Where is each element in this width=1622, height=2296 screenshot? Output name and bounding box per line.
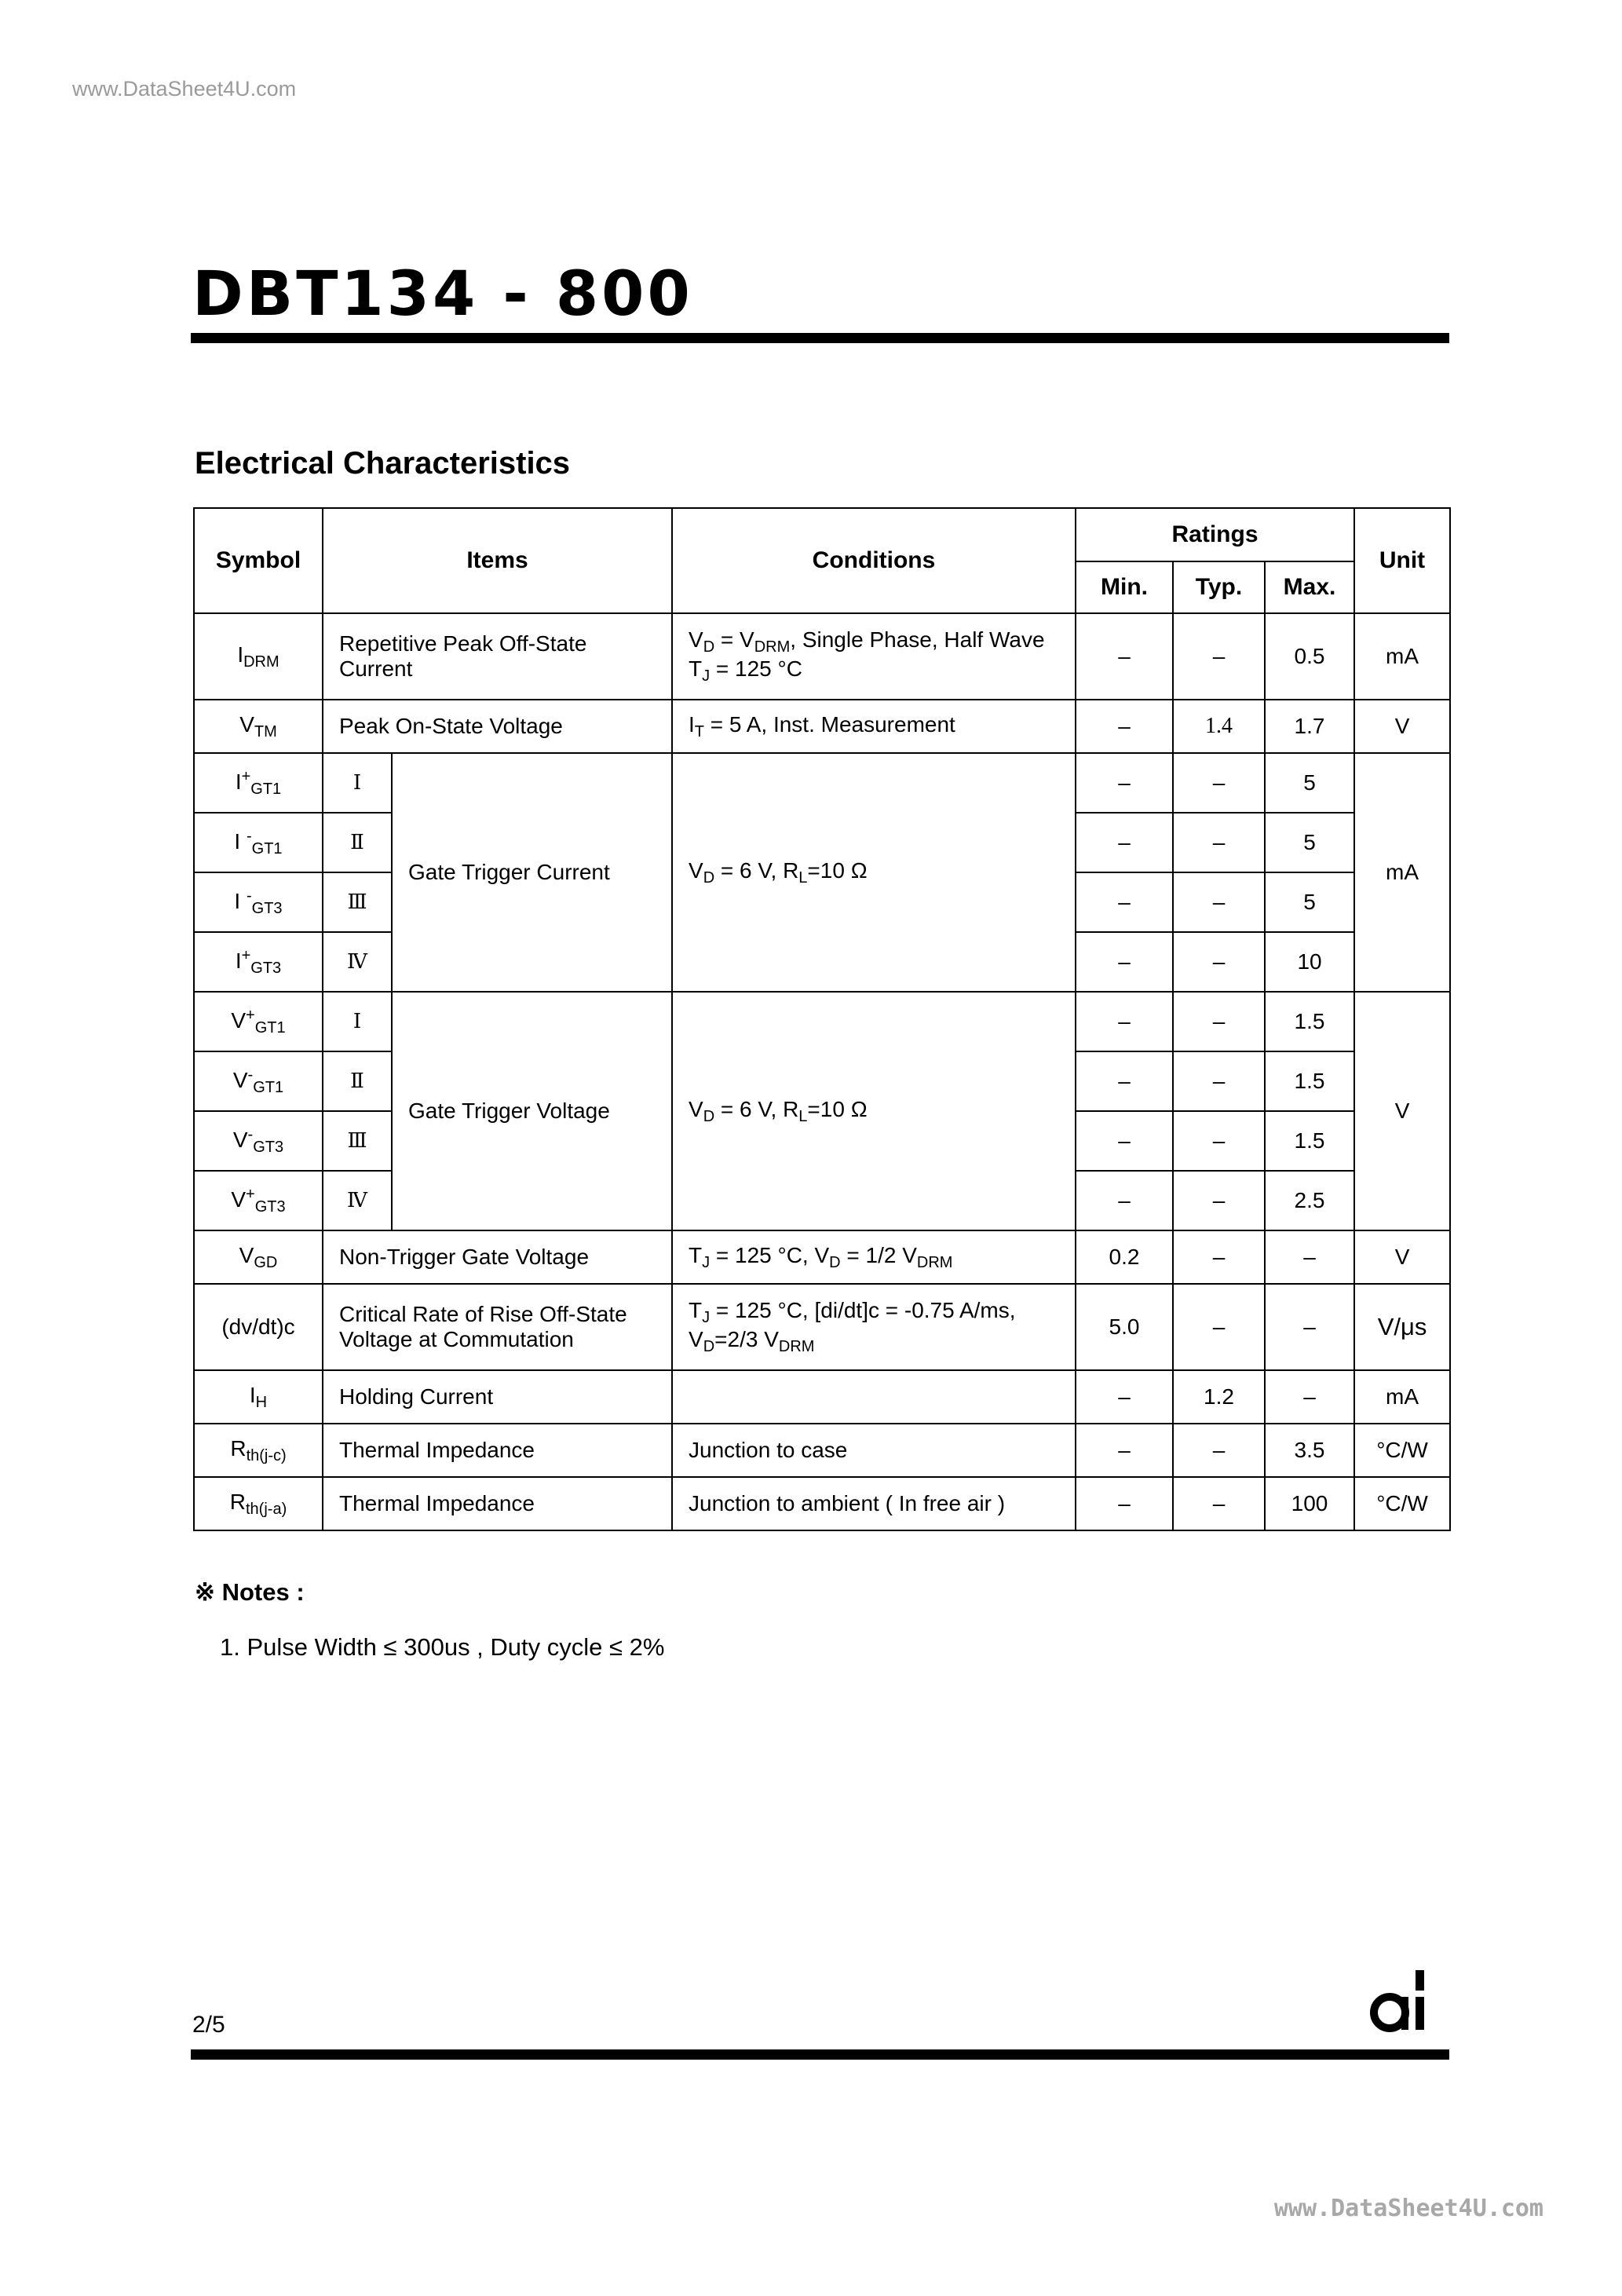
unit-cell: V/μs bbox=[1354, 1284, 1450, 1370]
symbol-cell: $V^+_{GT3}$ bbox=[194, 1171, 323, 1230]
quadrant-cell: Ⅳ bbox=[323, 1171, 392, 1230]
item-cell: Non-Trigger Gate Voltage bbox=[323, 1230, 672, 1284]
unit-cell: °C/W bbox=[1354, 1477, 1450, 1530]
header-min: Min. bbox=[1076, 561, 1173, 613]
company-logo-icon bbox=[1370, 1959, 1433, 2038]
min-cell: – bbox=[1076, 1424, 1173, 1477]
header-rule bbox=[191, 333, 1449, 343]
condition-cell: $I_T = 5$ A, Inst. Measurement bbox=[672, 700, 1076, 753]
min-cell: – bbox=[1076, 613, 1173, 700]
condition-cell bbox=[672, 1370, 1076, 1424]
header-items: Items bbox=[323, 508, 672, 613]
quadrant-cell: Ⅱ bbox=[323, 813, 392, 872]
symbol-cell: $I_{DRM}$ bbox=[194, 613, 323, 700]
condition-cell: $T_J = 125$ °C, $V_D = 1/2$ $V_{DRM}$ bbox=[672, 1230, 1076, 1284]
table-row-ih bbox=[194, 1370, 1450, 1424]
item-cell: Repetitive Peak Off-State Current bbox=[323, 613, 672, 700]
header-conditions: Conditions bbox=[672, 508, 1076, 613]
max-cell: 3.5 bbox=[1265, 1424, 1354, 1477]
symbol-cell: $V^-_{GT3}$ bbox=[194, 1111, 323, 1171]
watermark-bottom[interactable]: www.DataSheet4U.com bbox=[1273, 2195, 1543, 2222]
header-max: Max. bbox=[1265, 561, 1354, 613]
unit-cell: mA bbox=[1354, 753, 1450, 992]
min-cell: – bbox=[1076, 1111, 1173, 1171]
quadrant-cell: Ⅰ bbox=[323, 753, 392, 813]
symbol-cell: $V^-_{GT1}$ bbox=[194, 1051, 323, 1111]
max-cell: 1.5 bbox=[1265, 992, 1354, 1051]
header-typ: Typ. bbox=[1173, 561, 1265, 613]
table-row-idrm bbox=[194, 613, 1450, 700]
table-row-vgd bbox=[194, 1230, 1450, 1284]
min-cell: – bbox=[1076, 1171, 1173, 1230]
symbol-cell: $I_H$ bbox=[194, 1370, 323, 1424]
typ-cell: – bbox=[1173, 1051, 1265, 1111]
page-number: 2/5 bbox=[192, 2012, 225, 2038]
min-cell: 5.0 bbox=[1076, 1284, 1173, 1370]
item-cell: Critical Rate of Rise Off-State Voltage at Commutation bbox=[323, 1284, 672, 1370]
condition-cell: $V_D = 6$ V, $R_L=10$ Ω bbox=[672, 753, 1076, 992]
symbol-cell: $V^+_{GT1}$ bbox=[194, 992, 323, 1051]
header-symbol: Symbol bbox=[194, 508, 323, 613]
condition-cell: $V_D = 6$ V, $R_L=10$ Ω bbox=[672, 992, 1076, 1230]
typ-cell: – bbox=[1173, 1230, 1265, 1284]
header-unit: Unit bbox=[1354, 508, 1450, 613]
symbol-cell: $V_{GD}$ bbox=[194, 1230, 323, 1284]
max-cell: 1.5 bbox=[1265, 1111, 1354, 1171]
item-cell: Thermal Impedance bbox=[323, 1424, 672, 1477]
note-item: 1. Pulse Width ≤ 300us , Duty cycle ≤ 2% bbox=[220, 1633, 665, 1661]
unit-cell: mA bbox=[1354, 613, 1450, 700]
max-cell: 2.5 bbox=[1265, 1171, 1354, 1230]
min-cell: – bbox=[1076, 1051, 1173, 1111]
min-cell: – bbox=[1076, 932, 1173, 992]
typ-cell: – bbox=[1173, 1171, 1265, 1230]
min-cell: – bbox=[1076, 872, 1173, 932]
symbol-cell: $I^+_{GT3}$ bbox=[194, 932, 323, 992]
typ-cell: – bbox=[1173, 872, 1265, 932]
quadrant-cell: Ⅲ bbox=[323, 1111, 392, 1171]
symbol-cell: $V_{TM}$ bbox=[194, 700, 323, 753]
footer-rule bbox=[191, 2049, 1449, 2060]
unit-cell: V bbox=[1354, 700, 1450, 753]
typ-cell: 1.4 bbox=[1173, 700, 1265, 753]
symbol-cell: $R_{th(j-a)}$ bbox=[194, 1477, 323, 1530]
item-cell: Gate Trigger Voltage bbox=[392, 992, 672, 1230]
quadrant-cell: Ⅳ bbox=[323, 932, 392, 992]
max-cell: 5 bbox=[1265, 872, 1354, 932]
quadrant-cell: Ⅱ bbox=[323, 1051, 392, 1111]
quadrant-cell: Ⅲ bbox=[323, 872, 392, 932]
typ-cell: – bbox=[1173, 1424, 1265, 1477]
symbol-cell: I -$_{GT3}$ bbox=[194, 872, 323, 932]
max-cell: 1.7 bbox=[1265, 700, 1354, 753]
condition-cell: Junction to ambient ( In free air ) bbox=[672, 1477, 1076, 1530]
header-ratings: Ratings bbox=[1076, 508, 1354, 561]
electrical-characteristics-table bbox=[193, 507, 1451, 1531]
max-cell: 100 bbox=[1265, 1477, 1354, 1530]
symbol-cell: I -$_{GT1}$ bbox=[194, 813, 323, 872]
quadrant-cell: Ⅰ bbox=[323, 992, 392, 1051]
min-cell: – bbox=[1076, 1370, 1173, 1424]
typ-cell: – bbox=[1173, 753, 1265, 813]
max-cell: – bbox=[1265, 1284, 1354, 1370]
typ-cell: 1.2 bbox=[1173, 1370, 1265, 1424]
item-cell: Thermal Impedance bbox=[323, 1477, 672, 1530]
min-cell: – bbox=[1076, 753, 1173, 813]
min-cell: – bbox=[1076, 992, 1173, 1051]
condition-cell: Junction to case bbox=[672, 1424, 1076, 1477]
condition-cell: $V_D = V_{DRM}$, Single Phase, Half Wave $T_J = 125$ °C bbox=[672, 613, 1076, 700]
max-cell: 1.5 bbox=[1265, 1051, 1354, 1111]
table-row-igt bbox=[194, 753, 1450, 813]
min-cell: – bbox=[1076, 1477, 1173, 1530]
max-cell: – bbox=[1265, 1230, 1354, 1284]
table-row-vtm bbox=[194, 700, 1450, 753]
unit-cell: V bbox=[1354, 1230, 1450, 1284]
symbol-cell: $I^+_{GT1}$ bbox=[194, 753, 323, 813]
typ-cell: – bbox=[1173, 613, 1265, 700]
unit-cell: V bbox=[1354, 992, 1450, 1230]
table-row-rthjc bbox=[194, 1424, 1450, 1477]
item-cell: Peak On-State Voltage bbox=[323, 700, 672, 753]
max-cell: 10 bbox=[1265, 932, 1354, 992]
typ-cell: – bbox=[1173, 813, 1265, 872]
unit-cell: °C/W bbox=[1354, 1424, 1450, 1477]
notes-title: ※ Notes : bbox=[195, 1578, 305, 1606]
part-number-title: DBT134 - 800 bbox=[192, 259, 693, 330]
watermark-top[interactable]: www.DataSheet4U.com bbox=[72, 77, 297, 101]
symbol-cell: $R_{th(j-c)}$ bbox=[194, 1424, 323, 1477]
table-row-dvdt bbox=[194, 1284, 1450, 1370]
max-cell: 0.5 bbox=[1265, 613, 1354, 700]
min-cell: 0.2 bbox=[1076, 1230, 1173, 1284]
typ-cell: – bbox=[1173, 1284, 1265, 1370]
typ-cell: – bbox=[1173, 932, 1265, 992]
typ-cell: – bbox=[1173, 992, 1265, 1051]
max-cell: – bbox=[1265, 1370, 1354, 1424]
table-row-vgt bbox=[194, 992, 1450, 1051]
max-cell: 5 bbox=[1265, 753, 1354, 813]
section-title: Electrical Characteristics bbox=[195, 446, 571, 481]
unit-cell: mA bbox=[1354, 1370, 1450, 1424]
symbol-cell: (dv/dt)c bbox=[194, 1284, 323, 1370]
max-cell: 5 bbox=[1265, 813, 1354, 872]
item-cell: Holding Current bbox=[323, 1370, 672, 1424]
min-cell: – bbox=[1076, 700, 1173, 753]
condition-cell: $T_J = 125$ °C, [di/dt]c = -0.75 A/ms, $V_D=2/3$ $V_{DRM}$ bbox=[672, 1284, 1076, 1370]
typ-cell: – bbox=[1173, 1111, 1265, 1171]
min-cell: – bbox=[1076, 813, 1173, 872]
item-cell: Gate Trigger Current bbox=[392, 753, 672, 992]
typ-cell: – bbox=[1173, 1477, 1265, 1530]
table-row-rthja bbox=[194, 1477, 1450, 1530]
